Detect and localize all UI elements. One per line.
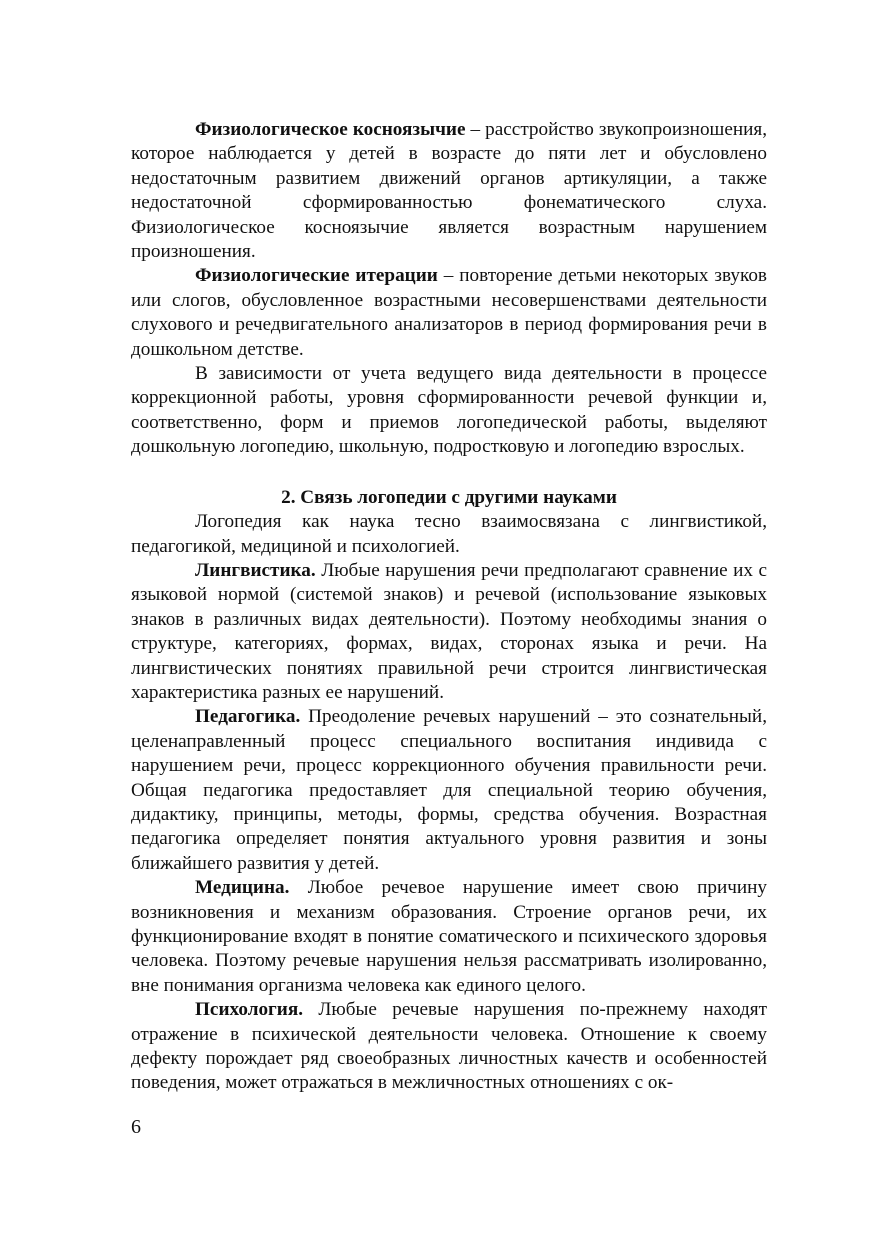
term-bold: Физиологические итерации [195, 265, 438, 287]
paragraph-physiological-iterations [131, 264, 767, 362]
paragraph-medicine [131, 876, 767, 998]
paragraph-psychology [131, 998, 767, 1096]
page-number: 6 [131, 1116, 141, 1138]
paragraph-intro [131, 510, 767, 559]
term-bold: Медицина. [195, 877, 290, 899]
paragraph-text: Любые речевые нарушения по-прежнему находят отражение в психической деятельности человека. Отношение к своему дефекту порождает ряд своеобразных личностных качеств и особенностей поведения, может отражаться в межличностных отношениях с ок- [131, 999, 767, 1094]
paragraph-logopedics-types [131, 362, 767, 460]
term-bold: Психология. [195, 999, 304, 1021]
paragraph-text: Логопедия как наука тесно взаимосвязана с лингвистикой, педагогикой, медициной и психологией. [131, 511, 767, 557]
paragraph-linguistics [131, 559, 767, 705]
paragraph-physiological-dyslalia [131, 118, 767, 264]
section-heading: 2. Связь логопедии с другими науками [281, 486, 617, 508]
paragraph-pedagogy [131, 705, 767, 876]
paragraph-text: – расстройство звукопроизношения, которое наблюдается у детей в возрасте до пяти лет и обусловлено недостаточным развитием движений органов артикуляции, а также недостаточной сформированностью фонематического слуха. Физиологическое косноязычие является возрастным нарушением произношения. [131, 119, 767, 263]
paragraph-text: Любые нарушения речи предполагают сравнение их с языковой нормой (системой знаков) и речевой (использование языковых знаков в различных видах деятельности). Поэтому необходимы знания о структуре, категориях, формах, видах, сторонах языка и речи. На лингвистических понятиях правильной речи строится лингвистическая характеристика разных ее нарушений. [131, 559, 767, 703]
paragraph-text: Преодоление речевых нарушений – это сознательный, целенаправленный процесс специального воспитания индивида с нарушением речи, процесс коррекционного обучения правильности речи. Общая педагогика предоставляет для специальной теорию обучения, дидактику, принципы, методы, формы, средства обучения. Возрастная педагогика определяет понятия актуального уровня развития и зоны ближайшего развития у детей. [131, 706, 767, 874]
term-bold: Лингвистика. [195, 559, 316, 581]
page-body [131, 118, 767, 1096]
paragraph-text: В зависимости от учета ведущего вида деятельности в процессе коррекционной работы, уровня сформированности речевой функции и, соответственно, форм и приемов логопедической работы, выделяют дошкольную логопедию, школьную, подростковую и логопедию взрослых. [131, 363, 767, 458]
paragraph-text: – повторение детьми некоторых звуков или слогов, обусловленное возрастными несовершенствами деятельности слухового и речедвигательного анализаторов в период формирования речи в дошкольном детстве. [131, 265, 767, 360]
paragraph-text: Любое речевое нарушение имеет свою причину возникновения и механизм образования. Строение органов речи, их функционирование входят в понятие соматического и психического здоровья человека. Поэтому речевые нарушения нельзя рассматривать изолированно, вне понимания организма человека как единого целого. [131, 877, 767, 996]
term-bold: Педагогика. [195, 706, 301, 728]
term-bold: Физиологическое косноязычие [195, 119, 466, 140]
